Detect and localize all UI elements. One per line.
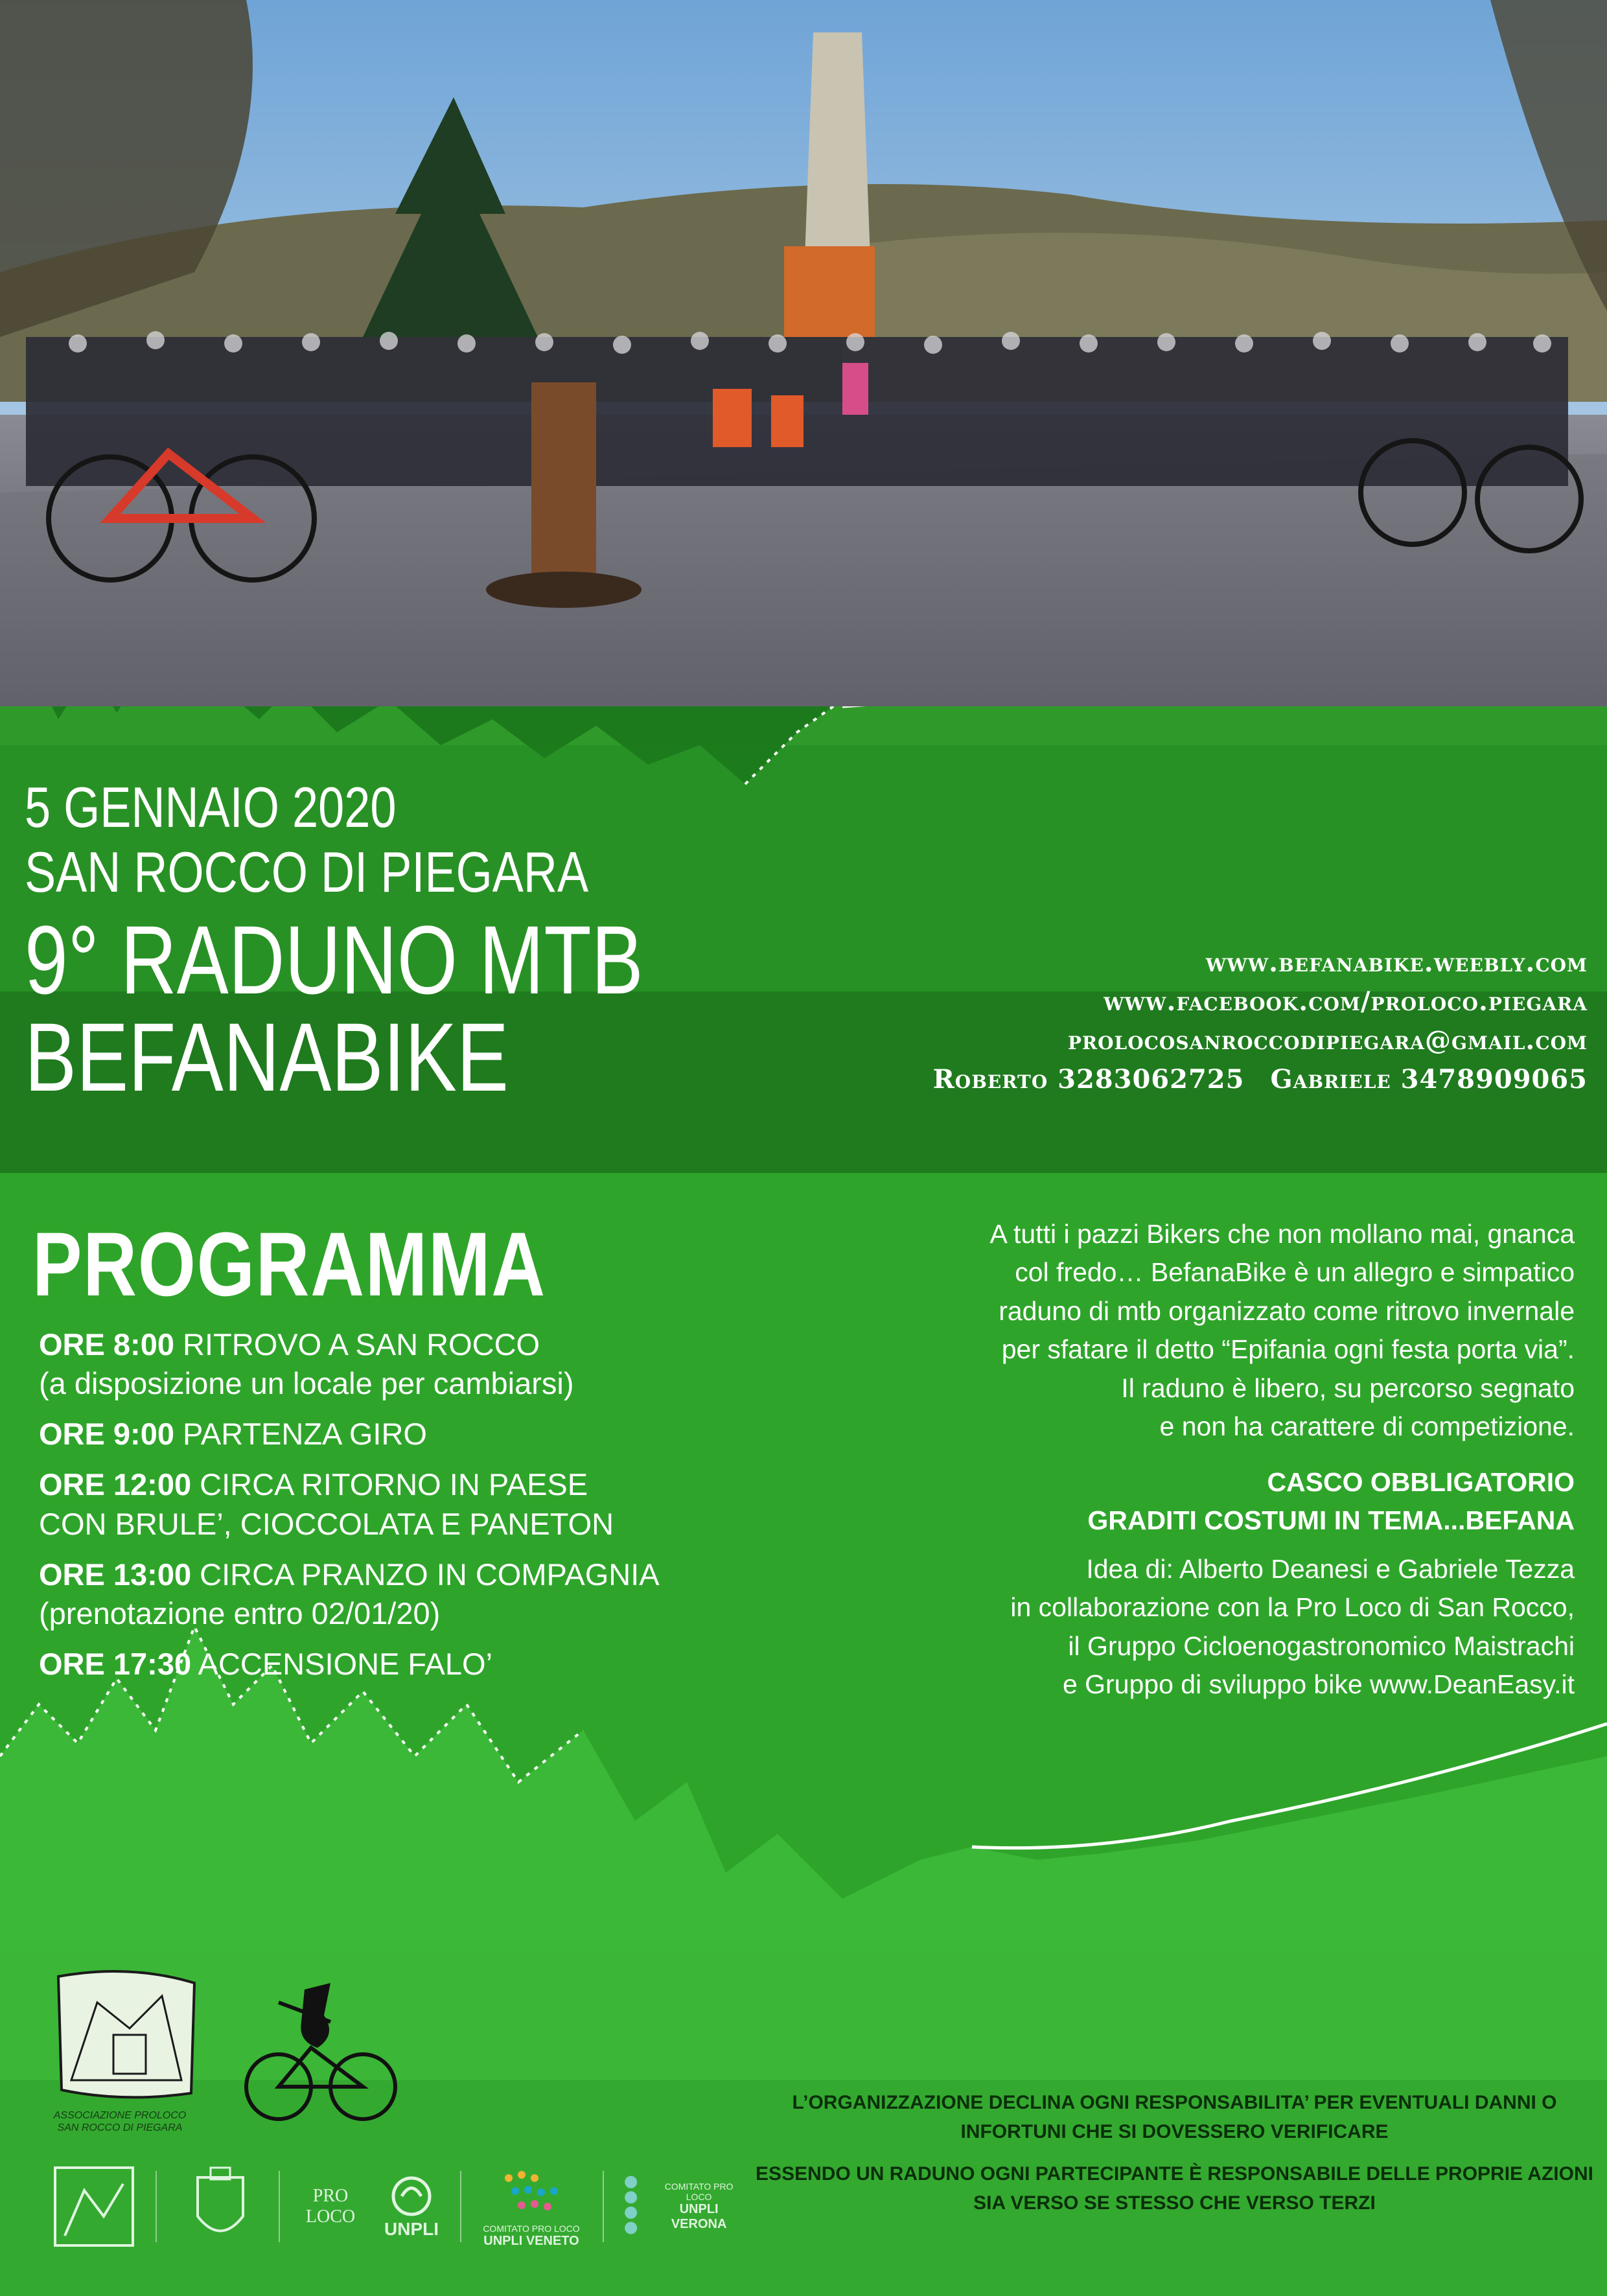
unpli-verona-logo bbox=[616, 2151, 745, 2262]
unpli-icon bbox=[389, 2174, 434, 2219]
sponsor-logos bbox=[45, 2151, 758, 2262]
unpli-veneto-small: COMITATO PRO LOCO bbox=[483, 2223, 580, 2234]
email-link[interactable]: prolocosanroccodipiegara@gmail.com bbox=[1067, 1025, 1588, 1056]
disclaimer-liability: L’ORGANIZZAZIONE DECLINA OGNI RESPONSABILITA’ PER EVENTUALI DANNI O INFORTUNI CHE SI DOVESSERO VERIFICARE bbox=[792, 2092, 1557, 2142]
unpli-logo bbox=[373, 2151, 450, 2262]
schedule-text: PARTENZA GIRO bbox=[174, 1417, 427, 1452]
schedule-time: ORE 12:00 bbox=[39, 1467, 192, 1502]
phone-gabriele[interactable]: Gabriele 3478909065 bbox=[1270, 1064, 1588, 1095]
crest-icon bbox=[191, 2164, 249, 2249]
disclaimer-responsibility: ESSENDO UN RADUNO OGNI PARTECIPANTE È RESPONSABILE DELLE PROPRIE AZIONI SIA VERSO SE STESSO CHE VERSO TERZI bbox=[756, 2163, 1593, 2214]
event-subtitle: BEFANABIKE bbox=[25, 1003, 509, 1111]
association-caption: ASSOCIAZIONE PROLOCO SAN ROCCO DI PIEGARA bbox=[53, 2110, 187, 2134]
proloco-sanrocco-logo bbox=[45, 2151, 143, 2262]
event-date: 5 GENNAIO 2020 bbox=[25, 775, 397, 839]
event-title: 9° RADUNO MTB bbox=[25, 905, 643, 1014]
credits-line: il Gruppo Cicloenogastronomico Maistrachi bbox=[1068, 1630, 1575, 1661]
intro-line: A tutti i pazzi Bikers che non mollano mai, gnanca bbox=[989, 1219, 1575, 1249]
municipality-crest bbox=[175, 2151, 266, 2262]
intro-line: e non ha carattere di competizione. bbox=[1159, 1411, 1575, 1442]
schedule-item bbox=[39, 1555, 804, 1633]
disclaimer bbox=[742, 2088, 1607, 2231]
facebook-link[interactable]: www.facebook.com/proloco.piegara bbox=[1104, 986, 1588, 1017]
befana-bike-icon bbox=[240, 1977, 402, 2126]
credits-text bbox=[758, 1550, 1575, 1704]
helmet-required: CASCO OBBLIGATORIO bbox=[1267, 1467, 1575, 1497]
phone-roberto[interactable]: Roberto 3283062725 bbox=[932, 1064, 1245, 1095]
unpli-label: UNPLI bbox=[384, 2219, 439, 2239]
schedule-time: ORE 9:00 bbox=[39, 1417, 174, 1452]
schedule-list bbox=[39, 1325, 804, 1695]
credits-line: Idea di: Alberto Deanesi e Gabriele Tezza bbox=[1086, 1554, 1575, 1584]
unpli-verona-label: UNPLI VERONA bbox=[671, 2202, 727, 2231]
schedule-item bbox=[39, 1415, 804, 1454]
phone-contacts bbox=[933, 1064, 1588, 1095]
unpli-veneto-label: UNPLI VENETO bbox=[483, 2233, 579, 2248]
programma-title: PROGRAMMA bbox=[32, 1213, 546, 1315]
schedule-item bbox=[39, 1465, 804, 1543]
schedule-text: CIRCA RITORNO IN PAESE bbox=[191, 1467, 588, 1502]
unpli-veneto-logo bbox=[473, 2151, 590, 2262]
schedule-time: ORE 17:30 bbox=[39, 1647, 192, 1682]
proloco-logo: PRO LOCO bbox=[305, 2186, 356, 2227]
schedule-time: ORE 13:00 bbox=[39, 1557, 192, 1592]
schedule-item bbox=[39, 1645, 804, 1684]
schedule-note: (a disposizione un locale per cambiarsi) bbox=[39, 1366, 574, 1401]
notice-text bbox=[758, 1463, 1575, 1540]
schedule-time: ORE 8:00 bbox=[39, 1327, 174, 1362]
costumes-welcome: GRADITI COSTUMI IN TEMA...BEFANA bbox=[1087, 1505, 1575, 1536]
event-place: SAN ROCCO DI PIEGARA bbox=[25, 840, 589, 904]
schedule-text: CIRCA PRANZO IN COMPAGNIA bbox=[191, 1557, 660, 1592]
intro-line: per sfatare il detto “Epifania ogni festa porta via”. bbox=[1001, 1334, 1575, 1365]
group-photo bbox=[0, 0, 1607, 745]
intro-line: raduno di mtb organizzato come ritrovo invernale bbox=[999, 1295, 1575, 1326]
intro-line: Il raduno è libero, su percorso segnato bbox=[1121, 1373, 1575, 1403]
schedule-note: CON BRULE’, CIOCCOLATA E PANETON bbox=[39, 1506, 614, 1541]
schedule-text: ACCENSIONE FALO’ bbox=[191, 1647, 493, 1682]
unpli-verona-small: COMITATO PRO LOCO bbox=[664, 2181, 734, 2202]
intro-text bbox=[758, 1215, 1575, 1446]
credits-line: in collaborazione con la Pro Loco di San Rocco, bbox=[1010, 1592, 1575, 1623]
schedule-item bbox=[39, 1325, 804, 1403]
group-photo-illustration bbox=[0, 0, 1607, 745]
credits-line: e Gruppo di sviluppo bike www.DeanEasy.it bbox=[1062, 1669, 1575, 1700]
proloco-sanrocco-icon bbox=[52, 2164, 136, 2249]
intro-line: col fredo… BefanaBike è un allegro e simpatico bbox=[1015, 1257, 1575, 1288]
unpli-verona-icon bbox=[616, 2171, 646, 2242]
schedule-note: (prenotazione entro 02/01/20) bbox=[39, 1595, 441, 1630]
website-link[interactable]: www.befanabike.weebly.com bbox=[1205, 947, 1588, 978]
unpli-veneto-icon bbox=[496, 2165, 567, 2223]
schedule-text: RITROVO A SAN ROCCO bbox=[174, 1327, 540, 1362]
association-logo-drawing bbox=[52, 1964, 201, 2106]
